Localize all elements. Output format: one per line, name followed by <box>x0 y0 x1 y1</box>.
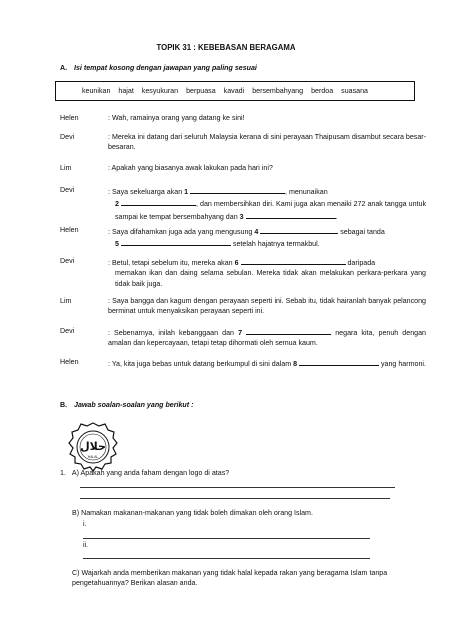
blank-5[interactable] <box>121 237 231 246</box>
answer-line[interactable] <box>83 558 370 559</box>
section-b-instruction: Jawab soalan-soalan yang berikut : <box>74 401 194 409</box>
speaker-name: Devi <box>60 327 75 335</box>
section-b-label: B. <box>60 401 68 409</box>
word-bank-box <box>55 81 415 101</box>
blank-number: 8 <box>293 360 298 368</box>
answer-line[interactable] <box>83 538 370 539</box>
blank-1[interactable] <box>190 185 285 194</box>
speaker-name: Devi <box>60 257 75 265</box>
blank-number: 4 <box>254 228 259 236</box>
dialogue-text: : Sebenarnya, inilah kebanggaan dan 7 negara kita, penuh dengan amalan dan kepercayaan, tetapi tetap dihormati oleh semua kaum. <box>108 326 426 349</box>
dialogue-text: : Saya difahamkan juga ada yang mengusung 4 sebagai tanda 5 setelah hajatnya termakbul. <box>108 225 426 250</box>
blank-number: 3 <box>239 212 244 221</box>
section-b-heading <box>60 400 193 410</box>
question-1b <box>72 508 412 518</box>
question-1c <box>72 568 402 589</box>
blank-number: 2 <box>115 200 119 209</box>
dialogue-text: : Apakah yang biasanya awak lakukan pada hari ini? <box>108 164 273 172</box>
word-bank-item: kavadi <box>223 86 245 95</box>
speaker-name: Lim <box>60 297 72 305</box>
answer-item-label: i. <box>83 520 87 528</box>
word-bank-item: kesyukuran <box>141 86 179 95</box>
speaker-name: Helen <box>60 114 79 122</box>
answer-item-label: ii. <box>83 541 89 549</box>
blank-number: 7 <box>238 329 243 337</box>
question-number: 1. <box>60 469 66 477</box>
blank-7[interactable] <box>246 326 331 335</box>
halal-logo-icon <box>68 422 118 472</box>
blank-4[interactable] <box>260 225 338 234</box>
page-title: TOPIK 31 : KEBEBASAN BERAGAMA <box>156 43 296 52</box>
question-text: B) Namakan makanan-makanan yang tidak boleh dimakan oleh orang Islam. <box>72 509 313 517</box>
blank-3[interactable] <box>246 210 336 219</box>
word-bank-item: berdoa <box>311 86 334 95</box>
speaker-name: Lim <box>60 164 72 172</box>
dialogue-text: : Saya bangga dan kagum dengan perayaan seperti ini. Sebab itu, tidak hairanlah banyak pelancong berminat untuk menyaksikan perayaan seperti ini. <box>108 297 426 316</box>
section-a-label: A. <box>60 64 68 72</box>
dialogue-text: : Betul, tetapi sebelum itu, mereka akan 6 daripada memakan ikan dan daing selama sebulan. Mereka tidak akan melakukan perkara-perkara yang tidak baik juga. <box>108 256 426 289</box>
blank-6[interactable] <box>241 256 346 265</box>
word-bank-item: keunikan <box>82 86 111 95</box>
question-1a <box>60 468 400 478</box>
section-a-instruction: Isi tempat kosong dengan jawapan yang paling sesuai <box>74 64 257 72</box>
word-bank-item: berpuasa <box>186 86 216 95</box>
word-bank-item: bersembahyang <box>252 86 304 95</box>
word-bank-item: suasana <box>341 86 368 95</box>
speaker-name: Helen <box>60 358 79 366</box>
question-text: C) Wajarkah anda memberikan makanan yang tidak halal kepada rakan yang beragama Islam tanpa pengetahuannya? Berikan alasan anda. <box>72 569 388 588</box>
halal-latin-text: HALAL <box>87 455 99 459</box>
blank-2[interactable] <box>121 197 196 206</box>
section-a-heading <box>60 63 257 73</box>
blank-8[interactable] <box>299 357 379 366</box>
dialogue-text: : Saya sekeluarga akan 1 , menunaikan 2 , dan membersihkan diri. Kami juga akan menaiki 272 anak tangga untuk sampai ke tempat bersembahyang dan 3 . <box>108 185 426 222</box>
dialogue-text: : Mereka ini datang dari seluruh Malaysia kerana di sini perayaan Thaipusam disambut secara besar-besaran. <box>108 133 426 152</box>
word-bank-item: hajat <box>118 86 134 95</box>
blank-number: 1 <box>184 188 189 196</box>
blank-number: 5 <box>115 240 119 249</box>
dialogue-text: : Ya, kita juga bebas untuk datang berkumpul di sini dalam 8 yang harmoni. <box>108 357 426 369</box>
speaker-name: Devi <box>60 133 75 141</box>
halal-arabic-text: حلال <box>80 440 106 453</box>
dialogue-text: : Wah, ramainya orang yang datang ke sini! <box>108 114 245 122</box>
blank-number: 6 <box>234 259 239 267</box>
speaker-name: Helen <box>60 226 79 234</box>
answer-line[interactable] <box>80 487 395 488</box>
question-text: A) Apakah yang anda faham dengan logo di atas? <box>71 469 230 477</box>
answer-line[interactable] <box>80 498 390 499</box>
speaker-name: Devi <box>60 186 75 194</box>
